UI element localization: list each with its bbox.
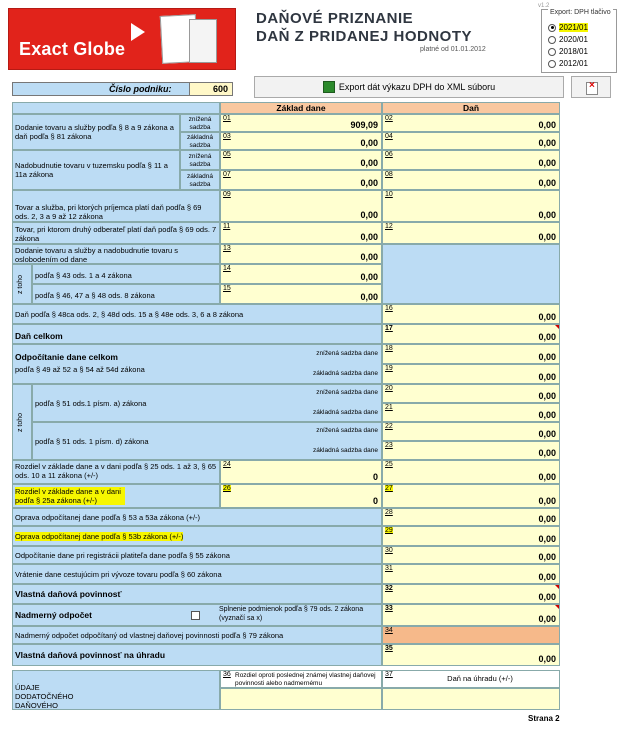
field-05[interactable]: 05 0,00 (220, 150, 382, 170)
field-15[interactable]: 15 0,00 (220, 284, 382, 304)
version-label: v1.2 (538, 3, 550, 9)
rate-label: znížená sadzba (180, 114, 220, 132)
row-label: Daň podľa § 48ca ods. 2, § 48d ods. 15 a § 48e ods. 3, 6 a 8 zákona (12, 304, 382, 324)
row-label: Rozdiel v základe dane a v dani podľa § 25 ods. 1 až 3, § 65 ods. 10 a 11 zákona (+/-) (12, 460, 220, 484)
field-01[interactable]: 01 909,09 (220, 114, 382, 132)
close-button[interactable] (571, 76, 611, 98)
splnenie-checkbox[interactable] (191, 611, 200, 620)
row-label: Nadmerný odpočet odpočítaný od vlastnej daňovej povinnosti podľa § 79 zákona (12, 626, 382, 644)
radio-2018[interactable]: 2018/01 (548, 47, 588, 56)
row-label: Vlastná daňová povinnosť na úhradu (12, 644, 382, 666)
z-toho-label: z toho (12, 264, 32, 304)
field-09[interactable]: 09 0,00 (220, 190, 382, 222)
rate-label: základná sadzba (180, 170, 220, 190)
export-form-group (541, 9, 617, 73)
row-label: podľa § 46, 47 a § 48 ods. 8 zákona (32, 284, 220, 304)
field-11[interactable]: 11 0,00 (220, 222, 382, 244)
field-32[interactable]: 32 0,00 (382, 584, 560, 604)
field-37[interactable] (382, 688, 560, 710)
field-31[interactable]: 31 0,00 (382, 564, 560, 584)
row-label: Nadobudnutie tovaru v tuzemsku podľa § 11 a 11a zákona (12, 150, 180, 190)
field-23[interactable]: 23 0,00 (382, 441, 560, 460)
field-06[interactable]: 06 0,00 (382, 150, 560, 170)
page-subtitle: DAŇ Z PRIDANEJ HODNOTY (256, 28, 473, 45)
field-12[interactable]: 12 0,00 (382, 222, 560, 244)
field-02[interactable]: 02 0,00 (382, 114, 560, 132)
field-25[interactable]: 25 0,00 (382, 460, 560, 484)
radio-2021[interactable]: 2021/01 (548, 23, 588, 32)
excel-export-icon (323, 81, 335, 93)
field-17[interactable]: 17 0,00 (382, 324, 560, 344)
field-21[interactable]: 21 0,00 (382, 403, 560, 422)
company-number-field[interactable]: 600 (189, 82, 233, 96)
row-label: podľa § 43 ods. 1 a 4 zákona (32, 264, 220, 284)
field-16[interactable]: 16 0,00 (382, 304, 560, 324)
row-label: Oprava odpočítanej dane podľa § 53 a 53a zákona (+/-) (12, 508, 382, 526)
radio-2012[interactable]: 2012/01 (548, 59, 588, 68)
field-36[interactable] (220, 688, 382, 710)
row-label: Tovar, pri ktorom druhý odberateľ platí daň podľa § 69 ods. 7 zákona (12, 222, 220, 244)
field-28[interactable]: 28 0,00 (382, 508, 560, 526)
field-29[interactable]: 29 0,00 (382, 526, 560, 546)
row-label: podľa § 51 ods.1 písm. a) zákona znížená sadzba dane základná sadzba dane (32, 384, 382, 422)
page-number: Strana 2 (528, 714, 560, 723)
radio-dot[interactable] (548, 24, 556, 32)
field-22[interactable]: 22 0,00 (382, 422, 560, 441)
field-33[interactable]: 33 0,00 (382, 604, 560, 626)
brand-banner (8, 8, 236, 70)
company-number-label: Číslo podniku: (109, 84, 172, 94)
cell-36-label: 36 Rozdiel oproti poslednej známej vlastnej daňovej povinnosti alebo nadmernému (220, 670, 382, 688)
field-26[interactable]: 26 0 (220, 484, 382, 508)
field-08[interactable]: 08 0,00 (382, 170, 560, 190)
valid-from: platné od 01.01.2012 (420, 46, 486, 53)
field-13[interactable]: 13 0,00 (220, 244, 382, 264)
field-03[interactable]: 03 0,00 (220, 132, 382, 150)
field-19[interactable]: 19 0,00 (382, 364, 560, 384)
radio-2020[interactable]: 2020/01 (548, 35, 588, 44)
radio-dot[interactable] (548, 36, 556, 44)
col-header-tax: Daň (382, 102, 560, 114)
row-label: Tovar a služba, pri ktorých príjemca platí daň podľa § 69 ods. 2, 3 a 9 až 12 zákona (12, 190, 220, 222)
document-icon (189, 19, 217, 63)
field-07[interactable]: 07 0,00 (220, 170, 382, 190)
row-label: Dodanie tovaru a služby podľa § 8 a 9 zákona a daň podľa § 81 zákona (12, 114, 180, 150)
field-20[interactable]: 20 0,00 (382, 384, 560, 403)
rate-label: základná sadzba (180, 132, 220, 150)
cell-37-label: 37 Daň na úhradu (+/-) (382, 670, 560, 688)
field-04[interactable]: 04 0,00 (382, 132, 560, 150)
field-10[interactable]: 10 0,00 (382, 190, 560, 222)
close-icon (586, 82, 598, 95)
field-35[interactable]: 35 0,00 (382, 644, 560, 666)
z-toho-label: z toho (12, 384, 32, 460)
field-30[interactable]: 30 0,00 (382, 546, 560, 564)
row-label: Rozdiel v základe dane a v dani podľa § 25a zákona (+/-) (12, 484, 220, 508)
row-label: Odpočítanie dane celkom podľa § 49 až 52 a § 54 až 54d zákona znížená sadzba dane základná sadzba dane (12, 344, 382, 384)
row-label: podľa § 51 ods. 1 písm. d) zákona znížená sadzba dane základná sadzba dane (32, 422, 382, 460)
export-form-legend: Export: DPH tlačivo (550, 9, 611, 16)
radio-dot[interactable] (548, 48, 556, 56)
row-label: Vrátenie dane cestujúcim pri vývoze tovaru podľa § 60 zákona (12, 564, 382, 584)
arrow-icon (131, 23, 145, 41)
rate-label: znížená sadzba (180, 150, 220, 170)
row-label: ÚDAJE DODATOČNÉHO DAŇOVÉHO (12, 670, 220, 710)
field-34[interactable]: 34 (382, 626, 560, 644)
row-label: Daň celkom (12, 324, 382, 344)
empty-cell (382, 244, 560, 304)
field-14[interactable]: 14 0,00 (220, 264, 382, 284)
field-24[interactable]: 24 0 (220, 460, 382, 484)
field-27[interactable]: 27 0,00 (382, 484, 560, 508)
radio-dot[interactable] (548, 60, 556, 68)
header-blank (12, 102, 220, 114)
row-label: Vlastná daňová povinnosť (12, 584, 382, 604)
row-label: Dodanie tovaru a služby a nadobudnutie tovaru s oslobodením od dane (12, 244, 220, 264)
company-number (12, 82, 232, 96)
field-18[interactable]: 18 0,00 (382, 344, 560, 364)
export-xml-button[interactable]: Export dát výkazu DPH do XML súboru (254, 76, 564, 98)
row-label: Oprava odpočítanej dane podľa § 53b zákona (+/-) (12, 526, 382, 546)
page-title: DAŇOVÉ PRIZNANIE (256, 10, 414, 27)
row-label: Nadmerný odpočet Splnenie podmienok podľa § 79 ods. 2 zákona (vyznačí sa x) (12, 604, 382, 626)
row-label: Odpočítanie dane pri registrácii platiteľa dane podľa § 55 zákona (12, 546, 382, 564)
brand-logo: Exact Globe (19, 39, 126, 59)
col-header-base: Základ dane (220, 102, 382, 114)
